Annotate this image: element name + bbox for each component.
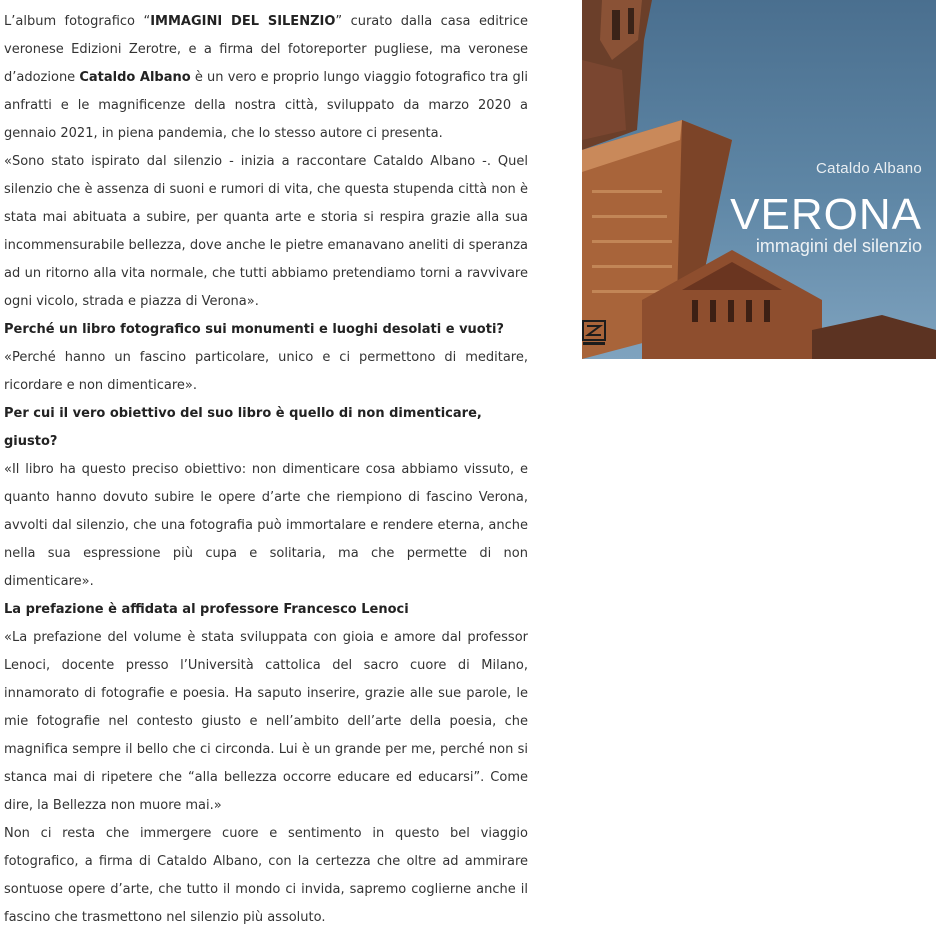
- intro-text-2: ” curato dalla casa editrice veronese Edizioni Zerotre, e a firma del fotoreporter pugliese, ma veronese d’adozione: [4, 14, 528, 85]
- question-2: Per cui il vero obiettivo del suo libro è quello di non dimenticare, giusto?: [4, 406, 482, 449]
- tower-illustration: [582, 0, 936, 359]
- author-name: Cataldo Albano: [79, 70, 191, 85]
- answer-paragraph-2: «Perché hanno un fascino particolare, unico e ci permettono di meditare, ricordare e non dimenticare».: [4, 350, 528, 393]
- album-title: IMMAGINI DEL SILENZIO: [150, 14, 336, 29]
- intro-text-1: L’album fotografico “: [4, 14, 151, 29]
- publisher-logo-icon: [582, 320, 606, 346]
- book-cover-image: [582, 0, 936, 359]
- cover-author: Cataldo Albano: [816, 160, 922, 177]
- question-3: La prefazione è affidata al professore Francesco Lenoci: [4, 602, 409, 617]
- answer-paragraph-4: «La prefazione del volume è stata sviluppata con gioia e amore dal professor Lenoci, docente presso l’Università cattolica del sacro cuore di Milano, innamorato di fotografie e poesia. Ha saputo inserire, grazie alle sue parole, le mie fotografie nel contesto giusto e nell’ambito dell’arte della poesia, che magnifica sempre il bello che ci circonda. Lui è un grande per me, perché non si stanca mai di ripetere che “alla bellezza occorre educare ed educarsi”. Come dire, la Bellezza non muore mai.»: [4, 630, 528, 813]
- intro-paragraph: [4, 8, 528, 148]
- cover-subtitle: immagini del silenzio: [755, 236, 922, 256]
- answer-paragraph-3: «Il libro ha questo preciso obiettivo: non dimenticare cosa abbiamo vissuto, e quanto hanno dovuto subire le opere d’arte che riempiono di fascino Verona, avvolti dal silenzio, che una fotografia può immortalare e rendere eterna, anche nella sua espressione più cupa e solitaria, ma che permette di non dimenticare».: [4, 462, 528, 589]
- question-1: Perché un libro fotografico sui monumenti e luoghi desolati e vuoti?: [4, 322, 504, 337]
- intro-text-3: è un vero e proprio lungo viaggio fotografico tra gli anfratti e le magnificenze della nostra città, sviluppato da marzo 2020 a gennaio 2021, in piena pandemia, che lo stesso autore ci presenta.: [4, 70, 528, 141]
- cover-title: VERONA: [730, 190, 922, 239]
- article-body: [4, 8, 528, 932]
- answer-paragraph-1: «Sono stato ispirato dal silenzio - inizia a raccontare Cataldo Albano -. Quel silenzio che è assenza di suoni e rumori di vita, che questa stupenda città non è stata mai abituata a subire, per quanta arte e storia si respira grazie alla sua incommensurabile bellezza, dove anche le pietre emanavano aneliti di speranza ad un ritorno alla vita normale, che tutti abbiamo pretendiamo torni a ravvivare ogni vicolo, strada e piazza di Verona».: [4, 154, 528, 309]
- closing-paragraph: Non ci resta che immergere cuore e sentimento in questo bel viaggio fotografico, a firma di Cataldo Albano, con la certezza che oltre ad ammirare sontuose opere d’arte, che tutto il mondo ci invida, sapremo coglierne anche il fascino che trasmettono nel silenzio più assoluto.: [4, 826, 528, 925]
